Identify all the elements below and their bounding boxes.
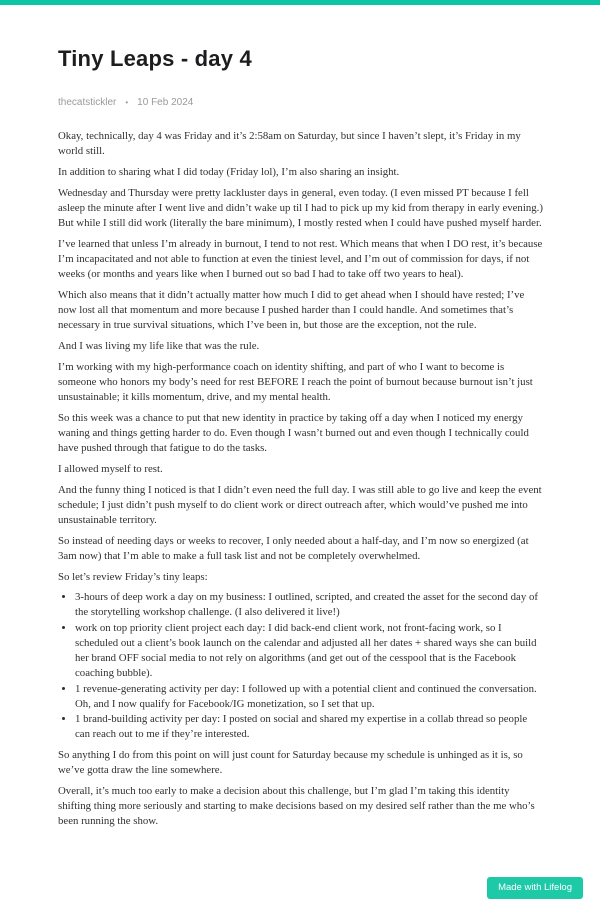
post-meta [58,97,544,108]
paragraph: So instead of needing days or weeks to recover, I only needed about a half-day, and I’m now so energized (at 3am now) that I’m able to make a full task list and not be completely overwhelmed. [58,534,529,562]
post-container [0,5,600,829]
paragraph: In addition to sharing what I did today (Friday lol), I’m also sharing an insight. [58,165,400,178]
list-item: • 1 revenue-generating activity per day: I followed up with a potential client and continued the conversation. Oh, and I now qualify for Facebook/IG monetization, so I set that up. [75,682,544,712]
paragraph: And the funny thing I noticed is that I didn’t even need the full day. I was still able to go live and keep the event schedule; I just didn’t push myself to do client work or direct outreach after, which would’ve pushed me into unsustainable territory. [58,483,542,526]
tiny-leaps-list [58,590,544,742]
paragraph: I allowed myself to rest. [58,462,163,475]
post-date: 10 Feb 2024 [137,97,194,108]
paragraphs-after-list [58,748,544,830]
paragraph: Okay, technically, day 4 was Friday and it’s 2:58am on Saturday, but since I haven’t slept, it’s Friday in my world still. [58,130,521,158]
paragraph: So this week was a chance to put that new identity in practice by taking off a day when I noticed my energy waning and things getting harder to do. Even though I wasn’t burned out and even though I technically could have pushed through that fatigue to do the tasks. [58,411,529,455]
author-name: thecatstickler [58,97,117,108]
paragraph: So anything I do from this point on will just count for Saturday because my schedule is unhinged as it is, so we’ve gotta draw the line somewhere. [58,748,523,777]
page-title: Tiny Leaps - day 4 [58,46,252,71]
paragraph: Which also means that it didn’t actually matter how much I did to get ahead when I should have rested; I’ve now lost all that momentum and more because I pushed harder than I could handle. And sometimes that’s necessary in true survival situations, which I’ve been in, but those are the exception, not the rule. [58,288,525,332]
post-body [58,129,544,829]
list-item: • 1 brand-building activity per day: I posted on social and shared my expertise in a collab thread so people can reach out to me if they’re interested. [75,712,544,742]
list-item: • 3-hours of deep work a day on my business: I outlined, scripted, and created the asset for the second day of the storytelling workshop challenge. (I also delivered it live!) [75,590,544,620]
made-with-lifelog-badge[interactable]: Made with Lifelog [487,877,583,899]
meta-separator-dot: • [125,97,129,107]
paragraph: I’ve learned that unless I’m already in burnout, I tend to not rest. Which means that when I DO rest, it’s because I’m incapacitated and not able to function at even the tiniest level, and I’m out of commission for days, if not weeks (or months and years like when I burned out so bad I had to take off two years to heal). [58,237,543,281]
paragraph: So let’s review Friday’s tiny leaps: [58,570,208,583]
paragraph: I’m working with my high-performance coach on identity shifting, and part of who I want to become is someone who honors my body’s need for rest BEFORE I reach the point of burnout because burnout isn’t just unsustainable; it kills momentum, drive, and my mental health. [58,360,533,404]
paragraphs-before-list [58,129,544,585]
paragraph: Overall, it’s much too early to make a decision about this challenge, but I’m glad I’m taking this identity shifting thing more seriously and starting to make decisions based on my desired self rather than the me who’s been running the show. [58,784,535,828]
list-item: • work on top priority client project each day: I did back-end client work, not front-facing work, so I scheduled out a client’s book launch on the calendar and adjusted all her dates + shared ways she can build her brand OFF social media to not rely on algorithms (and get out of the cesspool that is the Facebook coaching bubble). [75,621,544,682]
paragraph: Wednesday and Thursday were pretty lackluster days in general, even today. (I even missed PT because I fell asleep the minute after I went live and didn’t wake up til I had to pick up my kid from therapy in early evening.) But while I still did work (literally the bare minimum), I mostly rested when I could have pushed myself harder. [58,186,543,230]
paragraph: And I was living my life like that was the rule. [58,339,260,352]
